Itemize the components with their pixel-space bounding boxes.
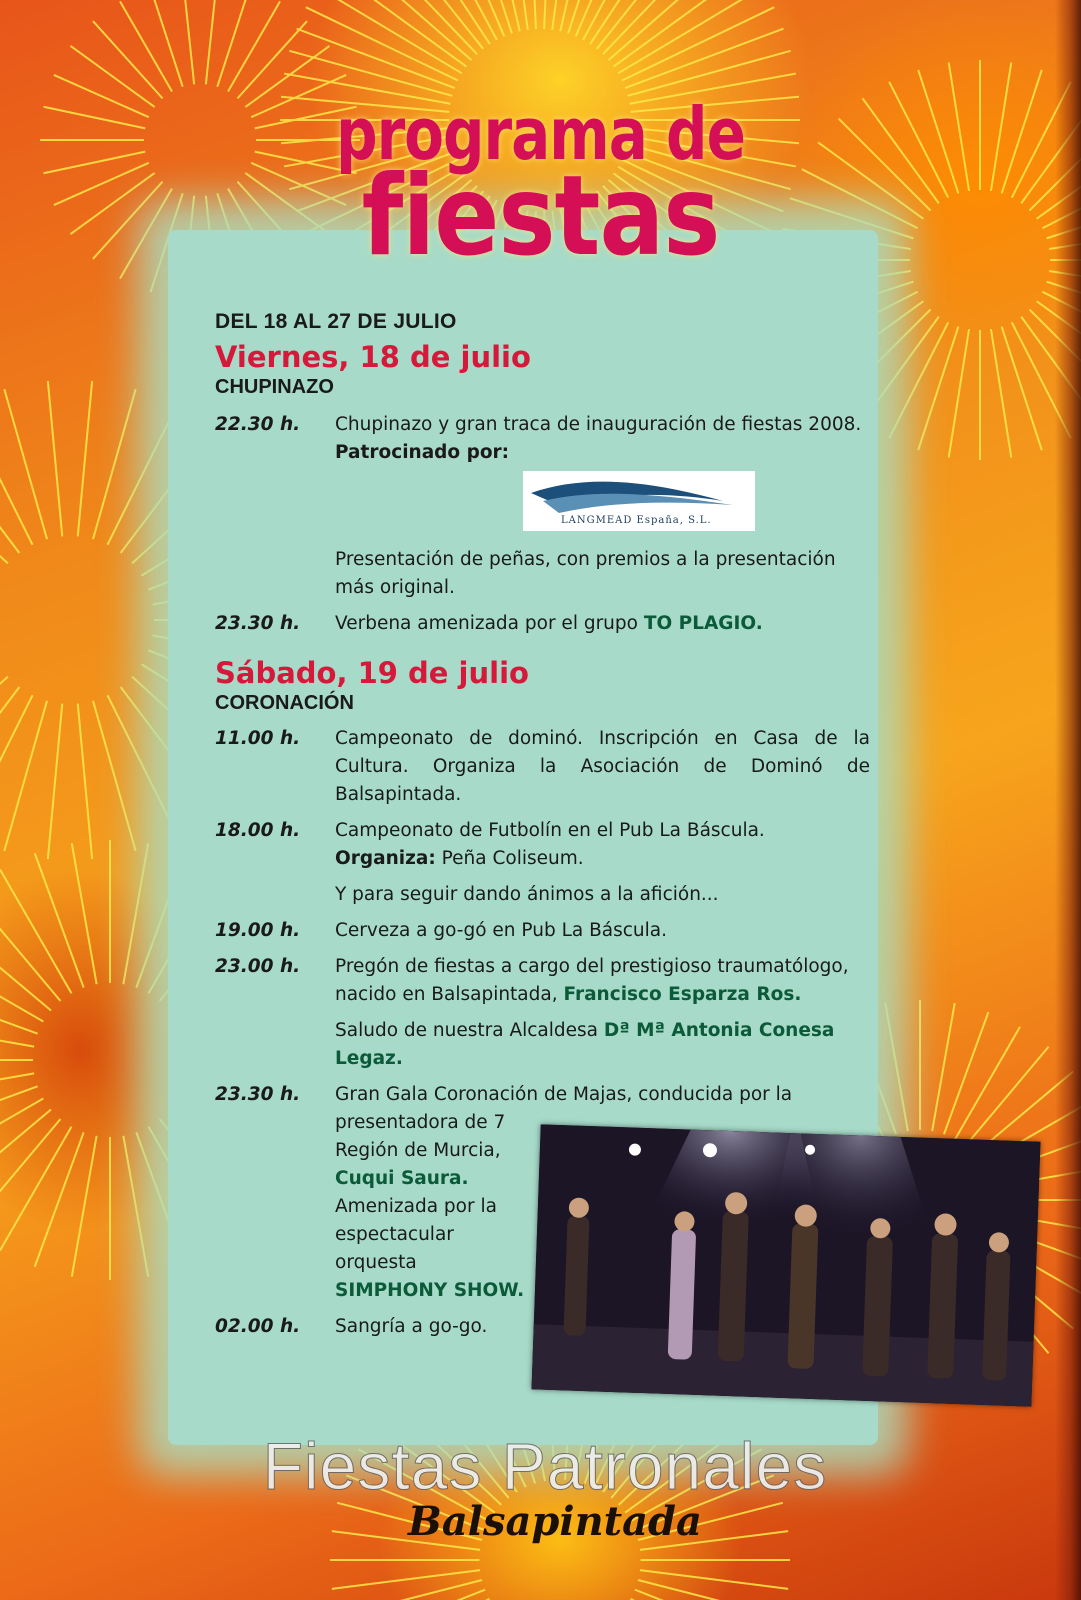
firework-streak (0, 1086, 38, 1135)
firework-streak (889, 322, 948, 438)
firework-streak (528, 0, 536, 29)
firework-streak (0, 677, 8, 782)
firework-streak (544, 0, 552, 29)
firework-streak (4, 389, 47, 539)
firework-streak (93, 389, 136, 539)
date-range: DEL 18 AL 27 DE JULIO (215, 310, 457, 333)
firework-streak (206, 0, 217, 84)
firework-streak (0, 1127, 72, 1251)
event-text: Saludo de nuestra Alcaldesa (335, 1020, 604, 1041)
event-time: 23.00 h. (215, 956, 301, 977)
firework-streak (78, 704, 92, 859)
event-row (215, 881, 870, 909)
event-text: presentadora de 7 Región de Murcia, (335, 1112, 506, 1161)
firework-streak (0, 458, 8, 563)
event-text: Verbena amenizada por el grupo (335, 613, 644, 634)
footer-title: Fiestas Patronales (262, 1429, 828, 1503)
firework-streak (635, 1590, 774, 1600)
concert-photo (532, 1124, 1041, 1406)
firework-streak (603, 0, 720, 54)
event-time: 19.00 h. (215, 920, 301, 941)
event-row (215, 1017, 870, 1073)
event-row (215, 917, 870, 945)
firework-streak (93, 701, 136, 851)
event-text: Amenizada por la espectacular orquesta (335, 1196, 497, 1273)
sponsor-name: LANGMEAD España, S.L. (561, 515, 712, 526)
firework-streak (360, 0, 477, 54)
sponsor-logo (523, 471, 755, 531)
footer-town: Balsapintada (408, 1498, 702, 1545)
event-highlight: TO PLAGIO. (643, 613, 763, 634)
organizer-label: Organiza: (335, 848, 436, 869)
event-row (215, 725, 870, 809)
section-title-1: CHUPINAZO (215, 376, 334, 398)
firework-streak (4, 701, 47, 851)
event-row (215, 817, 870, 873)
firework-streak (0, 919, 51, 1011)
firework-streak (48, 381, 62, 536)
section-title-2: CORONACIÓN (215, 692, 354, 714)
event-text: Chupinazo y gran traca de inauguración de fiestas 2008. (335, 414, 862, 435)
firework-streak (0, 891, 61, 1001)
event-time: 23.30 h. (215, 1084, 301, 1105)
firework-streak (330, 0, 467, 67)
event-highlight: Cuqui Saura. (335, 1168, 469, 1189)
event-highlight: Francisco Esparza Ros. (563, 984, 802, 1005)
event-highlight: SIMPHONY SHOW. (335, 1280, 525, 1301)
firework-streak (965, 1047, 1049, 1147)
firework-streak (48, 704, 62, 859)
concert-photo-illustration (532, 1124, 1041, 1406)
event-text: Presentación de peñas, con premios a la presentación más original. (335, 549, 836, 598)
event-text: Sangría a go-go. (335, 1316, 488, 1337)
event-text: Campeonato de Futbolín en el Pub La Báscula. (335, 820, 765, 841)
event-time: 22.30 h. (215, 414, 301, 435)
firework-streak (217, 0, 249, 87)
day-heading-1: Viernes, 18 de julio (215, 340, 531, 374)
firework-streak (346, 1590, 485, 1600)
firework-streak (0, 1109, 51, 1201)
event-text: Campeonato de dominó. Inscripción en Casa de la Cultura. Organiza la Asociación de Dominó de Balsapintada. (335, 728, 870, 805)
event-row (215, 546, 870, 602)
firework-streak (0, 695, 33, 835)
firework-streak (614, 0, 751, 67)
event-row (215, 610, 870, 638)
firework-streak (120, 1, 172, 91)
event-time: 02.00 h. (215, 1316, 301, 1337)
firework-streak (0, 428, 19, 552)
firework-streak (955, 1027, 1020, 1140)
event-row (215, 953, 870, 1009)
event-text: Pregón de fiestas a cargo del prestigioso traumatólogo, nacido en Balsapintada, (335, 956, 849, 1005)
firework-streak (78, 381, 92, 536)
event-row (215, 411, 870, 540)
event-time: 23.30 h. (215, 613, 301, 634)
firework-streak (0, 1119, 61, 1229)
firework-streak (0, 687, 19, 811)
title-line-1: programa de (336, 91, 745, 177)
sponsor-label: Patrocinado por: (335, 442, 510, 463)
event-time: 18.00 h. (215, 820, 301, 841)
title-line-2: fiestas (361, 151, 720, 281)
event-time: 11.00 h. (215, 728, 301, 749)
event-text: Y para seguir dando ánimos a la afición... (335, 884, 719, 905)
firework-streak (337, 1580, 482, 1600)
event-text: Gran Gala Coronación de Majas, conducida por la (335, 1084, 793, 1105)
firework-streak (0, 405, 33, 545)
day-heading-2: Sábado, 19 de julio (215, 656, 529, 690)
firework-streak (183, 0, 194, 84)
firework-streak (0, 985, 38, 1034)
firework-streak (151, 0, 183, 87)
firework-streak (228, 1, 280, 91)
event-highlight: Dª Mª Antonia Conesa Legaz. (335, 1020, 835, 1069)
firework-streak (638, 1580, 783, 1600)
event-text: Cerveza a go-gó en Pub La Báscula. (335, 920, 668, 941)
organizer-name: Peña Coliseum. (435, 848, 584, 869)
firework-streak (0, 869, 71, 993)
